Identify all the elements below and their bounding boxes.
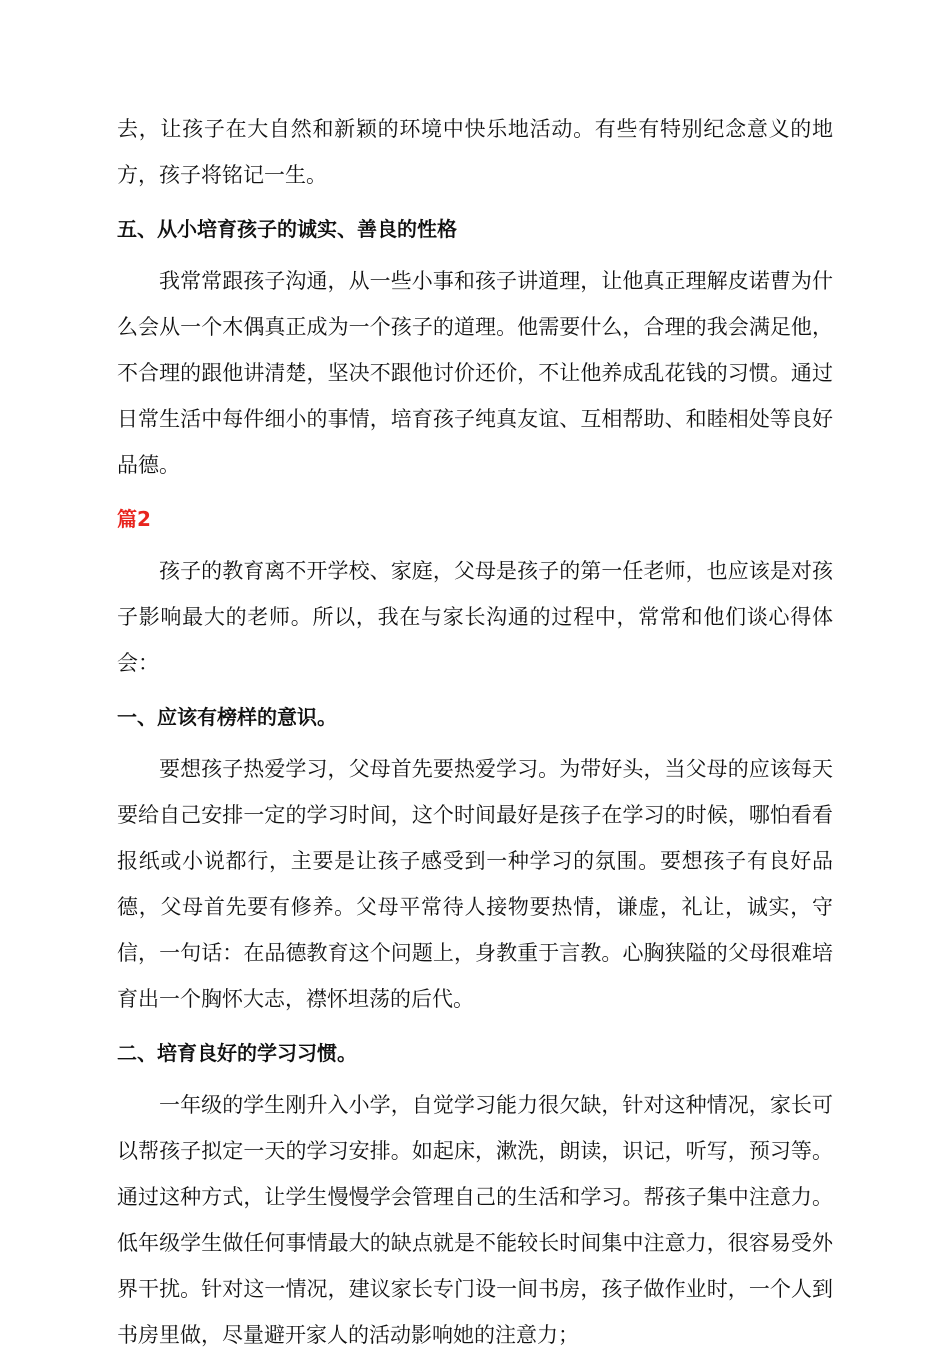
paragraph-study-habits: 一年级的学生刚升入小学，自觉学习能力很欠缺，针对这种情况，家长可以帮孩子拟定一天的学习安排。如起床，漱洗，朗读，识记，听写，预习等。通过这种方式，让学生慢慢学会管理自己的生活和学习。帮孩子集中注意力。低年级学生做任何事情最大的缺点就是不能较长时间集中注意力，很容易受外界干扰。针对这一情况，建议家长专门设一间书房，孩子做作业时，一个人到书房里做，尽量避开家人的活动影响她的注意力； xyxy=(117,1093,833,1347)
section-title-part2: 篇2 xyxy=(117,507,151,531)
paragraph-role-model: 要想孩子热爱学习，父母首先要热爱学习。为带好头，当父母的应该每天要给自己安排一定的学习时间，这个时间最好是孩子在学习的时候，哪怕看看报纸或小说都行，主要是让孩子感受到一种学习的氛围。要想孩子有良好品德，父母首先要有修养。父母平常待人接物要热情，谦虚，礼让，诚实，守信，一句话：在品德教育这个问题上，身教重于言教。心胸狭隘的父母很难培育出一个胸怀大志，襟怀坦荡的后代。 xyxy=(117,757,833,1011)
heading-five: 五、从小培育孩子的诚实、善良的性格 xyxy=(117,217,457,241)
heading-two: 二、培育良好的学习习惯。 xyxy=(117,1041,357,1065)
heading-one: 一、应该有榜样的意识。 xyxy=(117,705,337,729)
document-body xyxy=(117,106,833,1358)
paragraph-honesty: 我常常跟孩子沟通，从一些小事和孩子讲道理，让他真正理解皮诺曹为什么会从一个木偶真正成为一个孩子的道理。他需要什么，合理的我会满足他，不合理的跟他讲清楚，坚决不跟他讨价还价，不让他养成乱花钱的习惯。通过日常生活中每件细小的事情，培育孩子纯真友谊、互相帮助、和睦相处等良好品德。 xyxy=(117,269,833,477)
paragraph-intro: 孩子的教育离不开学校、家庭，父母是孩子的第一任老师，也应该是对孩子影响最大的老师。所以，我在与家长沟通的过程中，常常和他们谈心得体会： xyxy=(117,559,833,675)
paragraph-continued: 去，让孩子在大自然和新颖的环境中快乐地活动。有些有特别纪念意义的地方，孩子将铭记一生。 xyxy=(117,117,833,187)
